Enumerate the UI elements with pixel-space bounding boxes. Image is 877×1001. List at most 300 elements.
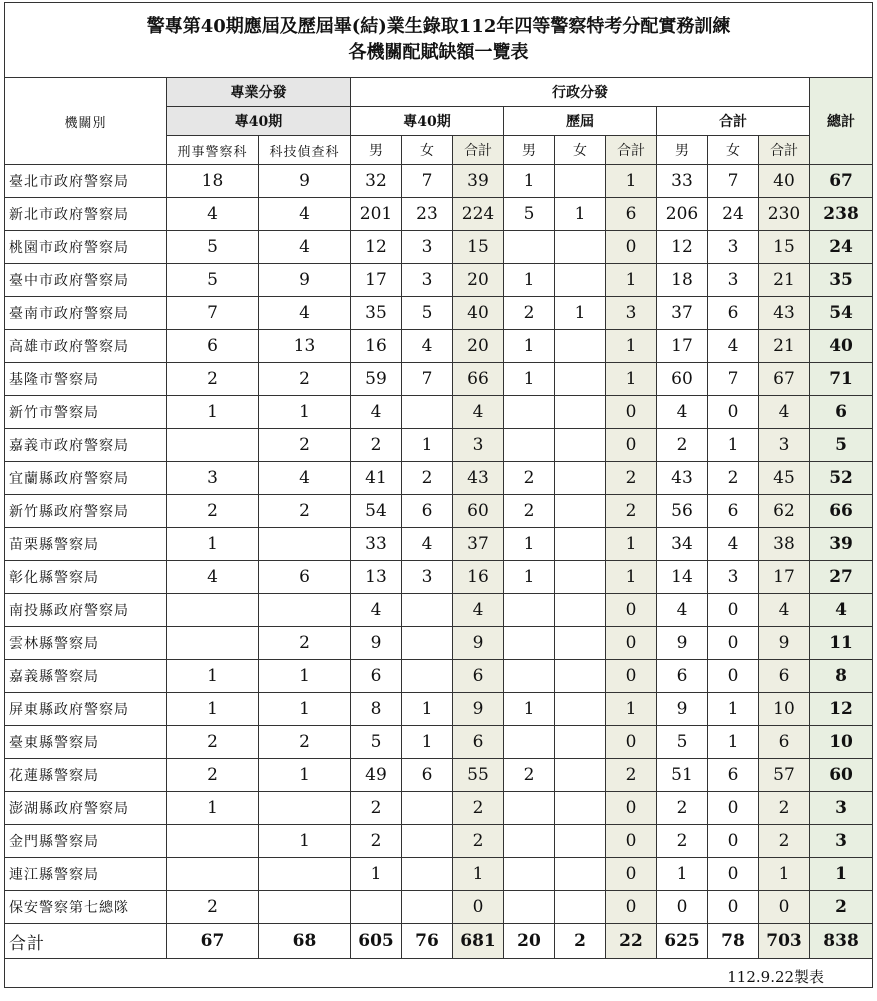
class40-female [402, 858, 453, 891]
criminal-count [167, 627, 259, 660]
previous-male [504, 627, 555, 660]
previous-female [555, 759, 606, 792]
table-body [5, 165, 873, 988]
admin-subtotal: 17 [759, 561, 810, 594]
class40-male: 5 [351, 726, 402, 759]
class40-female: 5 [402, 297, 453, 330]
tech-header: 科技偵查科 [259, 136, 351, 165]
class40-male: 2 [351, 792, 402, 825]
previous-subtotal: 6 [606, 198, 657, 231]
criminal-count: 5 [167, 264, 259, 297]
table-row [5, 165, 873, 198]
female-header: 女 [402, 136, 453, 165]
class40-male: 54 [351, 495, 402, 528]
previous-subtotal: 0 [606, 396, 657, 429]
table-row [5, 264, 873, 297]
tech-count [259, 528, 351, 561]
class40-subtotal: 4 [453, 396, 504, 429]
administrative-header: 行政分發 [351, 78, 810, 107]
totals-criminal: 67 [167, 924, 259, 959]
previous-male: 1 [504, 528, 555, 561]
admin-male: 5 [657, 726, 708, 759]
class40-female: 23 [402, 198, 453, 231]
table-row [5, 627, 873, 660]
class40-female [402, 396, 453, 429]
previous-male: 2 [504, 297, 555, 330]
admin-male: 18 [657, 264, 708, 297]
grand-total: 71 [810, 363, 873, 396]
class40-subtotal: 39 [453, 165, 504, 198]
grand-total: 52 [810, 462, 873, 495]
class40-subtotal: 20 [453, 264, 504, 297]
admin-subtotal: 15 [759, 231, 810, 264]
previous-male: 2 [504, 462, 555, 495]
previous-subtotal: 1 [606, 693, 657, 726]
grand-total: 67 [810, 165, 873, 198]
previous-female [555, 627, 606, 660]
agency-name: 新北市政府警察局 [5, 198, 167, 231]
class40-subtotal: 1 [453, 858, 504, 891]
agency-name: 臺北市政府警察局 [5, 165, 167, 198]
previous-male: 1 [504, 330, 555, 363]
grand-total: 2 [810, 891, 873, 924]
class40-subtotal: 16 [453, 561, 504, 594]
admin-male: 34 [657, 528, 708, 561]
admin-subtotal: 230 [759, 198, 810, 231]
admin-male: 4 [657, 396, 708, 429]
grand-total: 54 [810, 297, 873, 330]
title-line-2: 各機關配賦缺額一覽表 [348, 42, 529, 63]
agency-name: 基隆市警察局 [5, 363, 167, 396]
totals-previous-male: 20 [504, 924, 555, 959]
subtotal-header: 合計 [759, 136, 810, 165]
grand-total-header: 總計 [810, 78, 873, 165]
previous-female: 1 [555, 198, 606, 231]
agency-name: 屏東縣政府警察局 [5, 693, 167, 726]
previous-female [555, 363, 606, 396]
previous-subtotal: 0 [606, 231, 657, 264]
admin-female: 1 [708, 429, 759, 462]
previous-male [504, 429, 555, 462]
criminal-count [167, 825, 259, 858]
admin-subtotal: 21 [759, 264, 810, 297]
tech-count: 2 [259, 429, 351, 462]
totals-class40-male: 605 [351, 924, 402, 959]
admin-female: 24 [708, 198, 759, 231]
footer-note: 112.9.22製表 [5, 959, 873, 988]
table-row [5, 858, 873, 891]
admin-male: 14 [657, 561, 708, 594]
tech-count: 9 [259, 165, 351, 198]
grand-total: 66 [810, 495, 873, 528]
admin-class40-header: 專40期 [351, 107, 504, 136]
admin-subtotal: 9 [759, 627, 810, 660]
previous-male [504, 792, 555, 825]
previous-subtotal: 0 [606, 792, 657, 825]
title-line-1: 警專第40期應屆及歷屆畢(結)業生錄取112年四等警察特考分配實務訓練 [146, 16, 731, 37]
class40-female: 6 [402, 495, 453, 528]
class40-male: 4 [351, 594, 402, 627]
subtotal-header: 合計 [453, 136, 504, 165]
class40-male: 8 [351, 693, 402, 726]
admin-male: 9 [657, 693, 708, 726]
previous-subtotal: 2 [606, 759, 657, 792]
agency-name: 嘉義縣警察局 [5, 660, 167, 693]
class40-female: 7 [402, 363, 453, 396]
grand-total: 39 [810, 528, 873, 561]
admin-subtotal: 38 [759, 528, 810, 561]
criminal-count: 2 [167, 495, 259, 528]
class40-male: 13 [351, 561, 402, 594]
tech-count: 4 [259, 198, 351, 231]
tech-count: 9 [259, 264, 351, 297]
previous-male: 2 [504, 495, 555, 528]
class40-subtotal: 55 [453, 759, 504, 792]
previous-female [555, 528, 606, 561]
admin-subtotal: 6 [759, 660, 810, 693]
table-row [5, 693, 873, 726]
previous-subtotal: 0 [606, 594, 657, 627]
tech-count: 2 [259, 627, 351, 660]
admin-male: 6 [657, 660, 708, 693]
totals-row [5, 924, 873, 959]
table-row [5, 660, 873, 693]
class40-male: 16 [351, 330, 402, 363]
totals-admin-male: 625 [657, 924, 708, 959]
previous-female [555, 330, 606, 363]
previous-subtotal: 0 [606, 825, 657, 858]
agency-name: 花蓮縣警察局 [5, 759, 167, 792]
admin-male: 17 [657, 330, 708, 363]
previous-female: 1 [555, 297, 606, 330]
grand-total: 3 [810, 825, 873, 858]
grand-total: 40 [810, 330, 873, 363]
agency-name: 南投縣政府警察局 [5, 594, 167, 627]
grand-total: 5 [810, 429, 873, 462]
admin-male: 2 [657, 429, 708, 462]
previous-female [555, 231, 606, 264]
class40-subtotal: 3 [453, 429, 504, 462]
class40-female [402, 825, 453, 858]
agency-name: 嘉義市政府警察局 [5, 429, 167, 462]
previous-female [555, 858, 606, 891]
admin-male: 60 [657, 363, 708, 396]
tech-count: 13 [259, 330, 351, 363]
tech-count [259, 792, 351, 825]
class40-subtotal: 9 [453, 627, 504, 660]
admin-female: 7 [708, 165, 759, 198]
admin-subtotal: 3 [759, 429, 810, 462]
class40-female: 7 [402, 165, 453, 198]
class40-male: 17 [351, 264, 402, 297]
table-row [5, 231, 873, 264]
class40-male: 59 [351, 363, 402, 396]
totals-class40-subtotal: 681 [453, 924, 504, 959]
admin-female: 3 [708, 231, 759, 264]
grand-total: 24 [810, 231, 873, 264]
criminal-count: 2 [167, 726, 259, 759]
criminal-count: 1 [167, 396, 259, 429]
admin-female: 0 [708, 660, 759, 693]
criminal-count [167, 594, 259, 627]
previous-subtotal: 2 [606, 495, 657, 528]
criminal-count: 1 [167, 660, 259, 693]
class40-subtotal: 2 [453, 825, 504, 858]
tech-count: 1 [259, 693, 351, 726]
female-header: 女 [555, 136, 606, 165]
table-row [5, 363, 873, 396]
admin-subtotal: 2 [759, 825, 810, 858]
grand-total: 6 [810, 396, 873, 429]
class40-female: 3 [402, 561, 453, 594]
previous-male: 1 [504, 264, 555, 297]
admin-female: 6 [708, 297, 759, 330]
criminal-count: 4 [167, 561, 259, 594]
table-row [5, 759, 873, 792]
admin-male: 51 [657, 759, 708, 792]
grand-total: 1 [810, 858, 873, 891]
admin-subtotal: 1 [759, 858, 810, 891]
allocation-table [4, 2, 873, 988]
class40-subtotal: 66 [453, 363, 504, 396]
professional-sub-header: 專40期 [167, 107, 351, 136]
class40-female: 3 [402, 231, 453, 264]
table-row [5, 429, 873, 462]
table-row [5, 594, 873, 627]
admin-total-header: 合計 [657, 107, 810, 136]
admin-male: 9 [657, 627, 708, 660]
totals-label: 合計 [5, 924, 167, 959]
agency-name: 宜蘭縣政府警察局 [5, 462, 167, 495]
admin-female: 0 [708, 792, 759, 825]
table-row [5, 297, 873, 330]
class40-subtotal: 20 [453, 330, 504, 363]
grand-total: 10 [810, 726, 873, 759]
previous-female [555, 561, 606, 594]
class40-subtotal: 0 [453, 891, 504, 924]
agency-name: 雲林縣警察局 [5, 627, 167, 660]
admin-female: 0 [708, 858, 759, 891]
totals-admin-subtotal: 703 [759, 924, 810, 959]
previous-female [555, 660, 606, 693]
previous-subtotal: 0 [606, 627, 657, 660]
criminal-count [167, 429, 259, 462]
allocation-sheet [4, 2, 872, 988]
class40-male: 6 [351, 660, 402, 693]
tech-count: 1 [259, 396, 351, 429]
grand-total: 35 [810, 264, 873, 297]
previous-subtotal: 3 [606, 297, 657, 330]
admin-male: 37 [657, 297, 708, 330]
class40-female: 4 [402, 528, 453, 561]
tech-count [259, 858, 351, 891]
admin-subtotal: 10 [759, 693, 810, 726]
class40-subtotal: 224 [453, 198, 504, 231]
totals-tech: 68 [259, 924, 351, 959]
class40-female: 6 [402, 759, 453, 792]
criminal-count: 2 [167, 759, 259, 792]
grand-total: 3 [810, 792, 873, 825]
previous-female [555, 594, 606, 627]
tech-count: 1 [259, 825, 351, 858]
previous-subtotal: 1 [606, 528, 657, 561]
class40-female [402, 792, 453, 825]
table-row [5, 891, 873, 924]
admin-subtotal: 45 [759, 462, 810, 495]
previous-male [504, 396, 555, 429]
table-row [5, 528, 873, 561]
previous-male: 1 [504, 165, 555, 198]
admin-male: 2 [657, 792, 708, 825]
criminal-count: 18 [167, 165, 259, 198]
previous-male: 1 [504, 363, 555, 396]
previous-male: 1 [504, 693, 555, 726]
class40-subtotal: 37 [453, 528, 504, 561]
class40-female [402, 594, 453, 627]
class40-female: 2 [402, 462, 453, 495]
table-row [5, 396, 873, 429]
admin-female: 6 [708, 759, 759, 792]
class40-male: 12 [351, 231, 402, 264]
grand-total: 11 [810, 627, 873, 660]
previous-female [555, 891, 606, 924]
previous-female [555, 396, 606, 429]
class40-male: 41 [351, 462, 402, 495]
agency-name: 彰化縣警察局 [5, 561, 167, 594]
totals-class40-female: 76 [402, 924, 453, 959]
previous-female [555, 792, 606, 825]
criminal-count: 4 [167, 198, 259, 231]
admin-female: 4 [708, 330, 759, 363]
professional-header: 專業分發 [167, 78, 351, 107]
agency-name: 澎湖縣政府警察局 [5, 792, 167, 825]
tech-count: 2 [259, 363, 351, 396]
previous-male: 1 [504, 561, 555, 594]
admin-female: 0 [708, 627, 759, 660]
previous-subtotal: 1 [606, 264, 657, 297]
totals-previous-female: 2 [555, 924, 606, 959]
criminal-count: 2 [167, 363, 259, 396]
class40-subtotal: 40 [453, 297, 504, 330]
tech-count: 1 [259, 660, 351, 693]
grand-total: 4 [810, 594, 873, 627]
agency-name: 新竹縣政府警察局 [5, 495, 167, 528]
male-header: 男 [504, 136, 555, 165]
admin-male: 4 [657, 594, 708, 627]
admin-female: 1 [708, 726, 759, 759]
previous-subtotal: 1 [606, 561, 657, 594]
previous-male [504, 891, 555, 924]
male-header: 男 [657, 136, 708, 165]
class40-female [402, 891, 453, 924]
admin-female: 7 [708, 363, 759, 396]
class40-male: 2 [351, 429, 402, 462]
admin-subtotal: 2 [759, 792, 810, 825]
agency-name: 高雄市政府警察局 [5, 330, 167, 363]
admin-female: 0 [708, 891, 759, 924]
class40-male: 32 [351, 165, 402, 198]
agency-name: 臺中市政府警察局 [5, 264, 167, 297]
agency-name: 金門縣警察局 [5, 825, 167, 858]
admin-previous-header: 歷屆 [504, 107, 657, 136]
admin-subtotal: 57 [759, 759, 810, 792]
class40-female: 1 [402, 726, 453, 759]
previous-male [504, 231, 555, 264]
table-title [5, 3, 873, 78]
tech-count: 6 [259, 561, 351, 594]
class40-subtotal: 6 [453, 660, 504, 693]
grand-total: 8 [810, 660, 873, 693]
previous-subtotal: 2 [606, 462, 657, 495]
class40-female [402, 660, 453, 693]
grand-total: 12 [810, 693, 873, 726]
previous-female [555, 726, 606, 759]
previous-male [504, 726, 555, 759]
agency-header: 機關別 [5, 78, 167, 165]
admin-subtotal: 62 [759, 495, 810, 528]
class40-female [402, 627, 453, 660]
class40-subtotal: 2 [453, 792, 504, 825]
admin-male: 43 [657, 462, 708, 495]
admin-female: 0 [708, 396, 759, 429]
previous-subtotal: 1 [606, 165, 657, 198]
admin-female: 3 [708, 561, 759, 594]
admin-subtotal: 4 [759, 594, 810, 627]
tech-count [259, 594, 351, 627]
criminal-count: 5 [167, 231, 259, 264]
admin-male: 1 [657, 858, 708, 891]
previous-subtotal: 0 [606, 660, 657, 693]
previous-male [504, 594, 555, 627]
table-row [5, 495, 873, 528]
class40-male: 201 [351, 198, 402, 231]
table-row [5, 825, 873, 858]
criminal-count [167, 858, 259, 891]
male-header: 男 [351, 136, 402, 165]
female-header: 女 [708, 136, 759, 165]
previous-subtotal: 1 [606, 330, 657, 363]
tech-count: 4 [259, 462, 351, 495]
admin-subtotal: 21 [759, 330, 810, 363]
admin-male: 2 [657, 825, 708, 858]
admin-subtotal: 43 [759, 297, 810, 330]
grand-total: 238 [810, 198, 873, 231]
class40-female: 1 [402, 429, 453, 462]
admin-female: 2 [708, 462, 759, 495]
class40-male [351, 891, 402, 924]
criminal-count: 1 [167, 693, 259, 726]
admin-subtotal: 4 [759, 396, 810, 429]
table-row [5, 726, 873, 759]
grand-total: 27 [810, 561, 873, 594]
tech-count: 1 [259, 759, 351, 792]
agency-name: 新竹市警察局 [5, 396, 167, 429]
class40-male: 35 [351, 297, 402, 330]
admin-female: 3 [708, 264, 759, 297]
criminal-count: 6 [167, 330, 259, 363]
class40-male: 2 [351, 825, 402, 858]
agency-name: 保安警察第七總隊 [5, 891, 167, 924]
class40-male: 1 [351, 858, 402, 891]
previous-male [504, 660, 555, 693]
admin-female: 0 [708, 594, 759, 627]
previous-female [555, 462, 606, 495]
class40-subtotal: 9 [453, 693, 504, 726]
table-row [5, 330, 873, 363]
table-row [5, 462, 873, 495]
admin-male: 206 [657, 198, 708, 231]
admin-subtotal: 6 [759, 726, 810, 759]
